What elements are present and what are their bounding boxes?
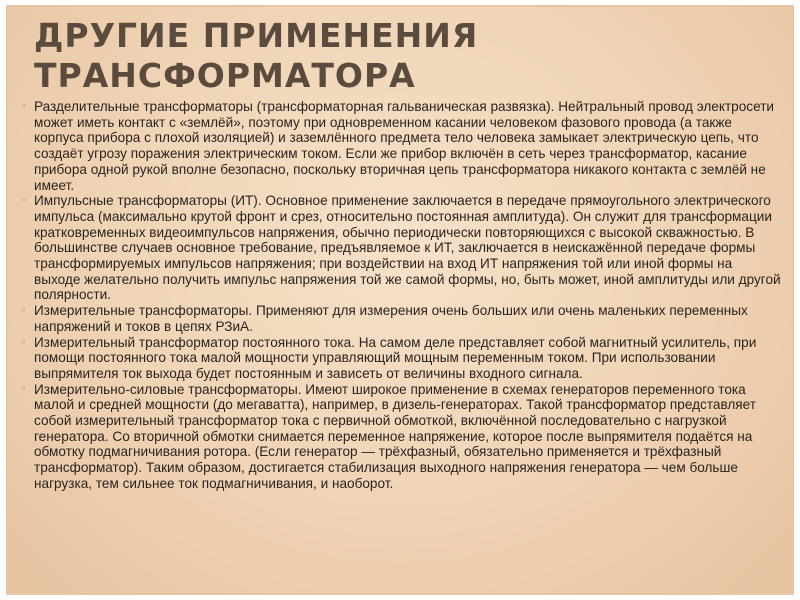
list-item bbox=[22, 99, 782, 193]
bullet-icon: ▫ bbox=[22, 305, 26, 317]
paragraph-measuring-transformers: Измерительные трансформаторы. Применяют для измерения очень больших или очень маленьких переменных напряжений и токов в цепях РЗиА. bbox=[34, 303, 748, 334]
bullet-icon: ▫ bbox=[22, 195, 26, 207]
paragraph-pulse-transformers: Импульсные трансформаторы (ИТ). Основное применение заключается в передаче прямоугольного электрического импульса (максимально крутой фронт и срез, относительно постоянная амплитуда). Он служит для трансформации кратковременных видеоимпульсов напряжения, обычно периодически повторяющихся с высокой скважностью. В большинстве случаев основное требование, предъявляемое к ИТ, заключается в неискажённой передаче формы трансформируемых импульсов напряжения; при воздействии на вход ИТ напряжения той или иной формы на выходе желательно получить импульс напряжения той же самой формы, но, быть может, иной амплитуды или другой полярности. bbox=[34, 193, 781, 303]
list-item bbox=[22, 382, 782, 492]
bullet-icon: ▫ bbox=[22, 101, 26, 112]
list-item bbox=[22, 193, 782, 303]
slide-title-line-2: ТРАНСФОРМАТОРА bbox=[34, 56, 416, 95]
list-item bbox=[22, 303, 782, 334]
slide-title bbox=[34, 16, 774, 96]
paragraph-measuring-power-transformers: Измерительно-силовые трансформаторы. Имеют широкое применение в схемах генераторов переменного тока малой и средней мощности (до мегаватта), например, в дизель-генераторах. Такой трансформатор представляет собой измерительный трансформатор тока с первичной обмоткой, включённой последовательно с нагрузкой генератора. Со вторичной обмотки снимается переменное напряжение, которое после выпрямителя подаётся на обмотку подмагничивания ротора. (Если генератор — трёхфазный, обязательно применяется и трёхфазный трансформатор). Таким образом, достигается стабилизация выходного напряжения генератора — чем больше нагрузка, тем сильнее ток подмагничивания, и наоборот. bbox=[34, 381, 756, 491]
bullet-list bbox=[22, 99, 782, 492]
bullet-icon: ▫ bbox=[22, 383, 26, 395]
list-item bbox=[22, 335, 782, 382]
slide-title-line-1: ДРУГИЕ ПРИМЕНЕНИЯ bbox=[34, 16, 479, 55]
paragraph-isolation-transformers: Разделительные трансформаторы (трансформаторная гальваническая развязка). Нейтральный провод электросети может иметь контакт с «землёй», поэтому при одновременном касании человеком фазового провода (а также корпуса прибора с плохой изоляцией) и заземлённого предмета тело человека замыкает электрическую цепь, что создаёт угрозу поражения электрическим током. Если же прибор включён в сеть через трансформатор, касание прибора одной рукой вполне безопасно, поскольку вторичная цепь трансформатора никакого контакта с землёй не имеет. bbox=[34, 99, 775, 193]
paragraph-dc-measuring-transformer: Измерительный трансформатор постоянного тока. На самом деле представляет собой магнитный усилитель, при помощи постоянного тока малой мощности управляющий мощным переменным током. При использовании выпрямителя ток выхода будет постоянным и зависеть от величины входного сигнала. bbox=[34, 334, 757, 381]
bullet-icon: ▫ bbox=[22, 336, 26, 348]
